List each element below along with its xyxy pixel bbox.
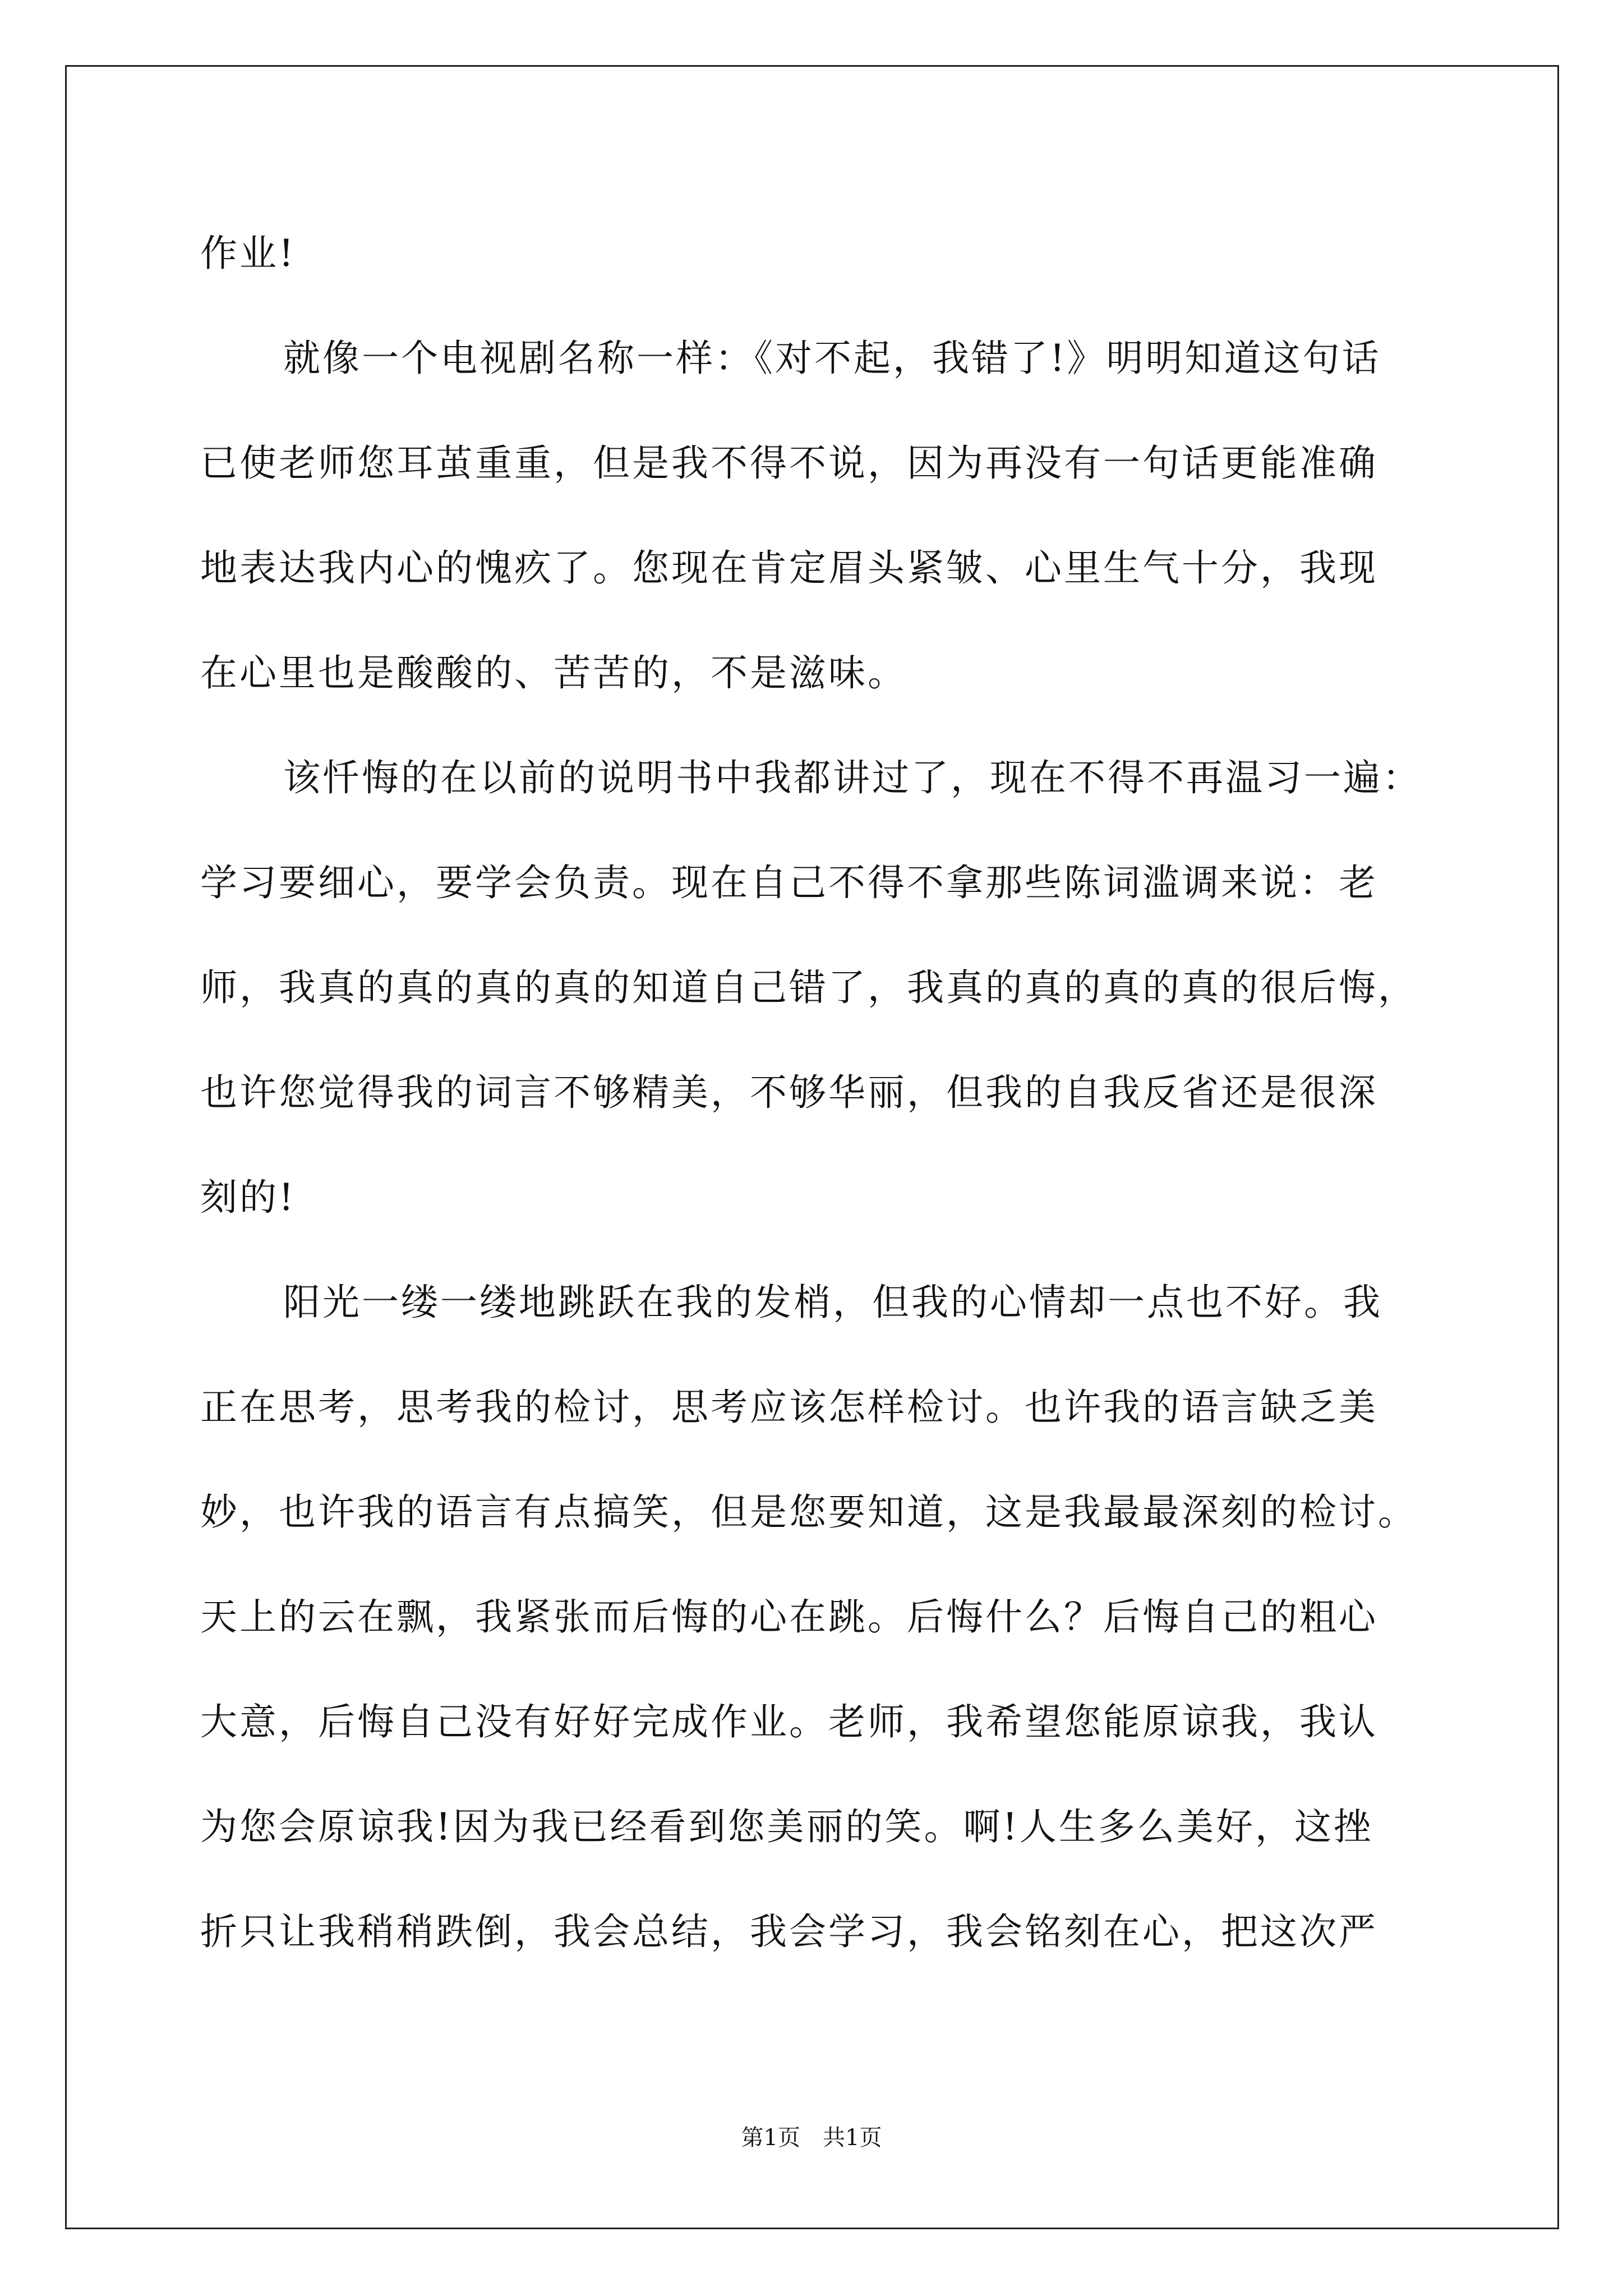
text-line: 在心里也是酸酸的、苦苦的，不是滋味。 — [200, 651, 907, 694]
text-line: 正在思考，思考我的检讨，思考应该怎样检讨。也许我的语言缺乏美 — [200, 1386, 1378, 1429]
text-line: 师，我真的真的真的真的知道自己错了，我真的真的真的真的很后悔， — [200, 966, 1417, 1009]
text-line: 也许您觉得我的词言不够精美，不够华丽，但我的自我反省还是很深 — [200, 1071, 1378, 1114]
document-body — [200, 226, 1441, 2009]
text-line: 妙，也许我的语言有点搞笑，但是您要知道，这是我最最深刻的检讨。 — [200, 1490, 1417, 1534]
text-line: 作业! — [200, 232, 296, 275]
text-line: 就像一个电视剧名称一样：《对不起，我错了!》明明知道这句话 — [283, 337, 1381, 380]
text-line: 为您会原谅我!因为我已经看到您美丽的笑。啊!人生多么美好，这挫 — [200, 1805, 1373, 1848]
text-line: 学习要细心，要学会负责。现在自己不得不拿那些陈词滥调来说：老 — [200, 861, 1378, 904]
text-line: 已使老师您耳茧重重，但是我不得不说，因为再没有一句话更能准确 — [200, 441, 1378, 485]
text-line: 天上的云在飘，我紧张而后悔的心在跳。后悔什么？后悔自己的粗心 — [200, 1595, 1378, 1639]
page-footer: 第1页 共1页 — [741, 2125, 882, 2151]
text-line: 大意，后悔自己没有好好完成作业。老师，我希望您能原谅我，我认 — [200, 1700, 1378, 1743]
text-line: 阳光一缕一缕地跳跃在我的发梢，但我的心情却一点也不好。我 — [283, 1281, 1382, 1324]
text-line: 刻的! — [200, 1176, 296, 1219]
text-line: 该忏悔的在以前的说明书中我都讲过了，现在不得不再温习一遍： — [283, 756, 1422, 799]
text-line: 地表达我内心的愧疚了。您现在肯定眉头紧皱、心里生气十分，我现 — [200, 546, 1378, 590]
text-line: 折只让我稍稍跌倒，我会总结，我会学习，我会铭刻在心，把这次严 — [200, 1910, 1378, 1953]
